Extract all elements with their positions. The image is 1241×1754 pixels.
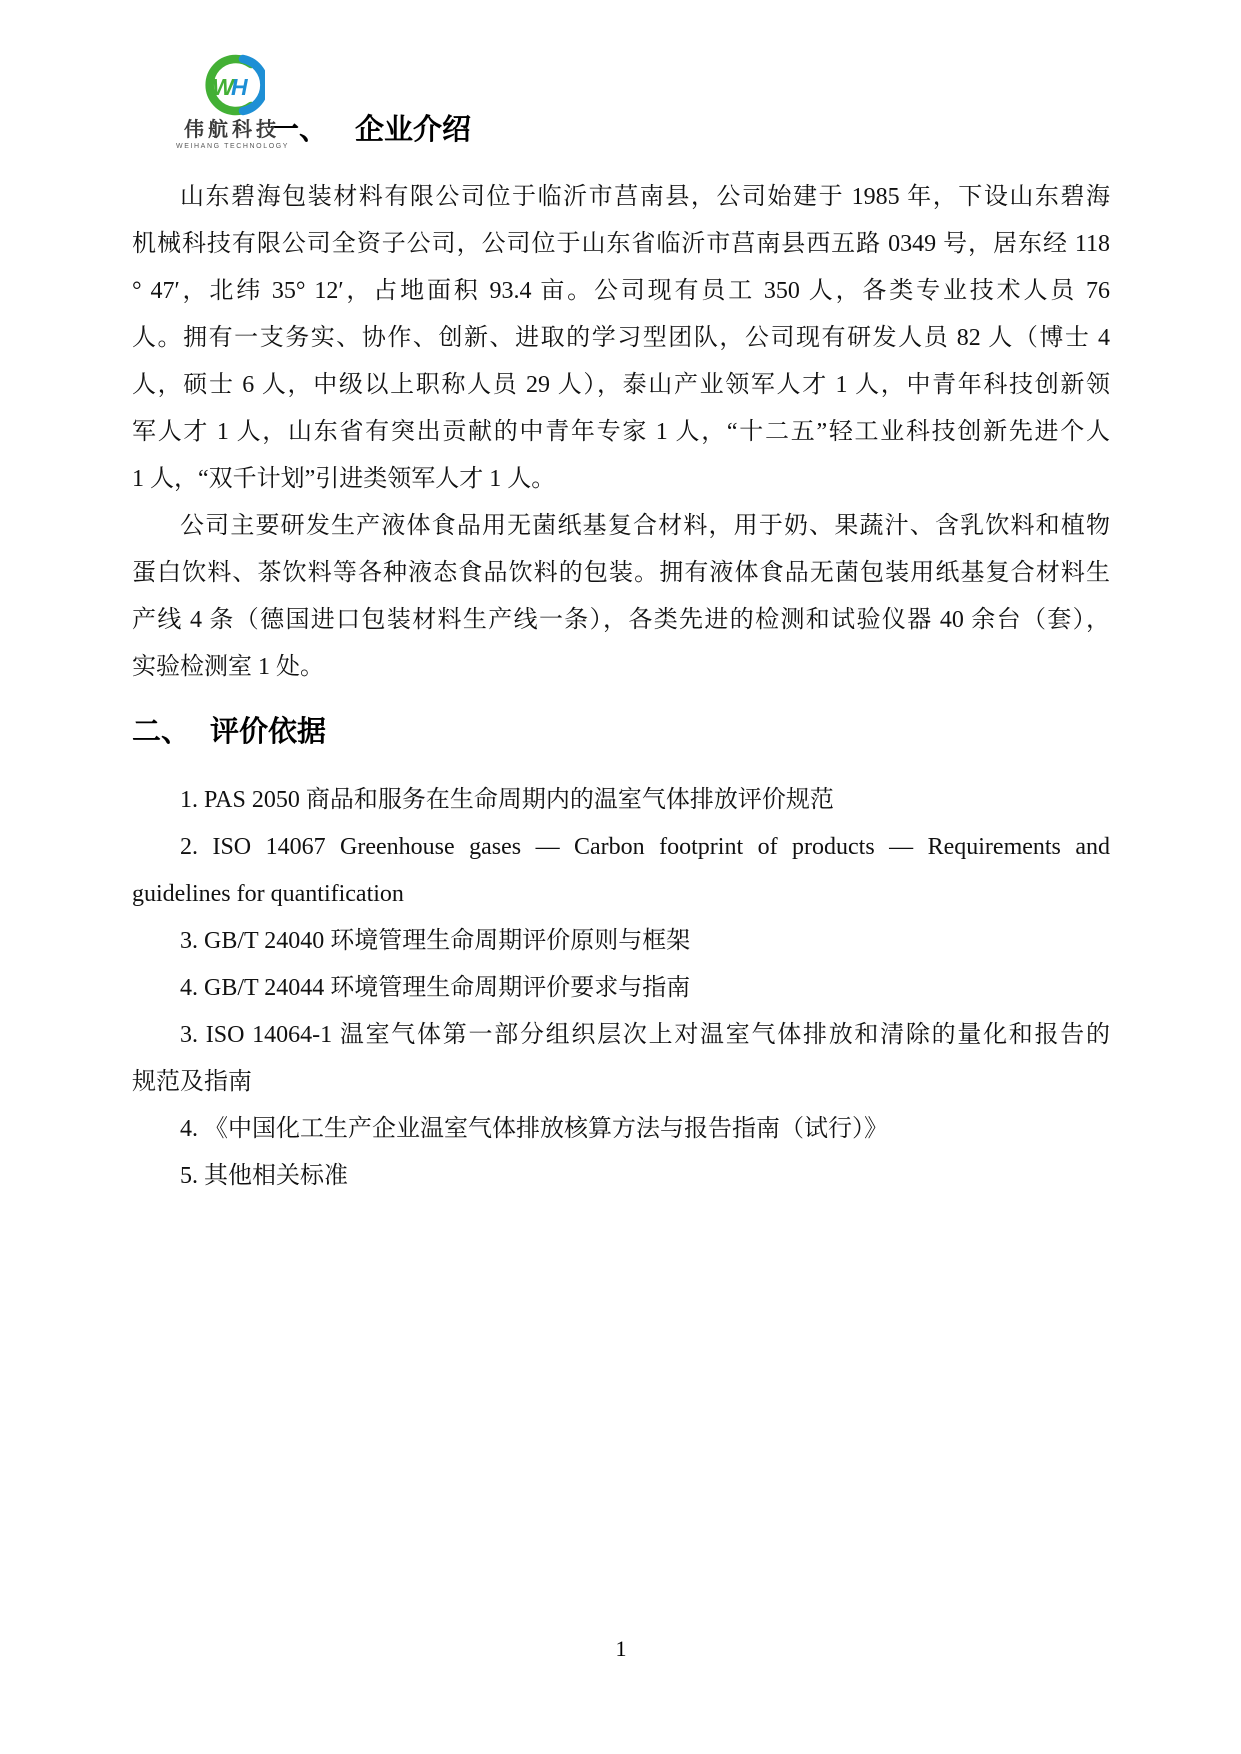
text-line: 1 人，“双千计划”引进类领军人才 1 人。	[132, 466, 556, 492]
text-line: 人。拥有一支务实、协作、创新、进取的学习型团队，公司现有研发人员 82 人（博士 4	[132, 325, 1110, 351]
logo-mark-icon	[199, 52, 265, 118]
heading-number: 一、	[270, 114, 329, 146]
text-line: 机械科技有限公司全资子公司，公司位于山东省临沂市莒南县西五路 0349 号，居东经 118	[132, 231, 1110, 257]
text-line: 人，硕士 6 人，中级以上职称人员 29 人），泰山产业领军人才 1 人，中青年科技创新领	[132, 372, 1110, 398]
list-item	[132, 1012, 1110, 1106]
text-line: 公司主要研发生产液体食品用无菌纸基复合材料，用于奶、果蔬汁、含乳饮料和植物	[180, 513, 1110, 539]
text-line: 蛋白饮料、茶饮料等各种液态食品饮料的包装。拥有液体食品无菌包装用纸基复合材料生	[132, 560, 1110, 586]
svg-text:H: H	[231, 74, 248, 100]
section-heading-basis	[132, 711, 1110, 753]
heading-title: 评价依据	[210, 716, 327, 748]
intro-paragraph-1	[132, 174, 1110, 503]
text-line: 军人才 1 人，山东省有突出贡献的中青年专家 1 人，“十二五”轻工业科技创新先进个人	[132, 419, 1110, 445]
intro-paragraph-2	[132, 503, 1110, 691]
text-line: 产线 4 条（德国进口包装材料生产线一条），各类先进的检测和试验仪器 40 余台（套），	[132, 607, 1110, 633]
logo-company-name-en: WEIHANG TECHNOLOGY	[176, 143, 290, 150]
evaluation-basis-list	[132, 777, 1110, 1200]
list-item	[132, 777, 1110, 824]
text-line: 2. ISO 14067 Greenhouse gases — Carbon footprint of products — Requirements and	[180, 834, 1110, 860]
company-logo	[176, 52, 288, 150]
list-item	[132, 1153, 1110, 1200]
text-line: 实验检测室 1 处。	[132, 654, 324, 680]
text-line: 5. 其他相关标准	[180, 1163, 348, 1189]
list-item	[132, 1106, 1110, 1153]
text-line: 1. PAS 2050 商品和服务在生命周期内的温室气体排放评价规范	[180, 787, 834, 813]
page-number: 1	[615, 1636, 627, 1661]
svg-text:W: W	[212, 74, 234, 100]
text-line: 山东碧海包装材料有限公司位于临沂市莒南县，公司始建于 1985 年，下设山东碧海	[180, 184, 1110, 210]
text-line: 3. ISO 14064-1 温室气体第一部分组织层次上对温室气体排放和清除的量化和报告的	[180, 1022, 1110, 1048]
list-item	[132, 965, 1110, 1012]
heading-number: 二、	[132, 716, 191, 748]
text-line: 3. GB/T 24040 环境管理生命周期评价原则与框架	[180, 928, 691, 954]
text-line: guidelines for quantification	[132, 881, 404, 907]
list-item	[132, 824, 1110, 918]
section-heading-intro	[270, 0, 1110, 150]
heading-title: 企业介绍	[355, 114, 472, 146]
logo-company-name: 伟航科技	[184, 119, 280, 141]
text-line: 4. 《中国化工生产企业温室气体排放核算方法与报告指南（试行）》	[180, 1116, 888, 1142]
text-line: 规范及指南	[132, 1069, 252, 1095]
text-line: 4. GB/T 24044 环境管理生命周期评价要求与指南	[180, 975, 691, 1001]
list-item	[132, 918, 1110, 965]
text-line: ° 47′，北纬 35° 12′，占地面积 93.4 亩。公司现有员工 350 人，各类专业技术人员 76	[132, 278, 1110, 304]
